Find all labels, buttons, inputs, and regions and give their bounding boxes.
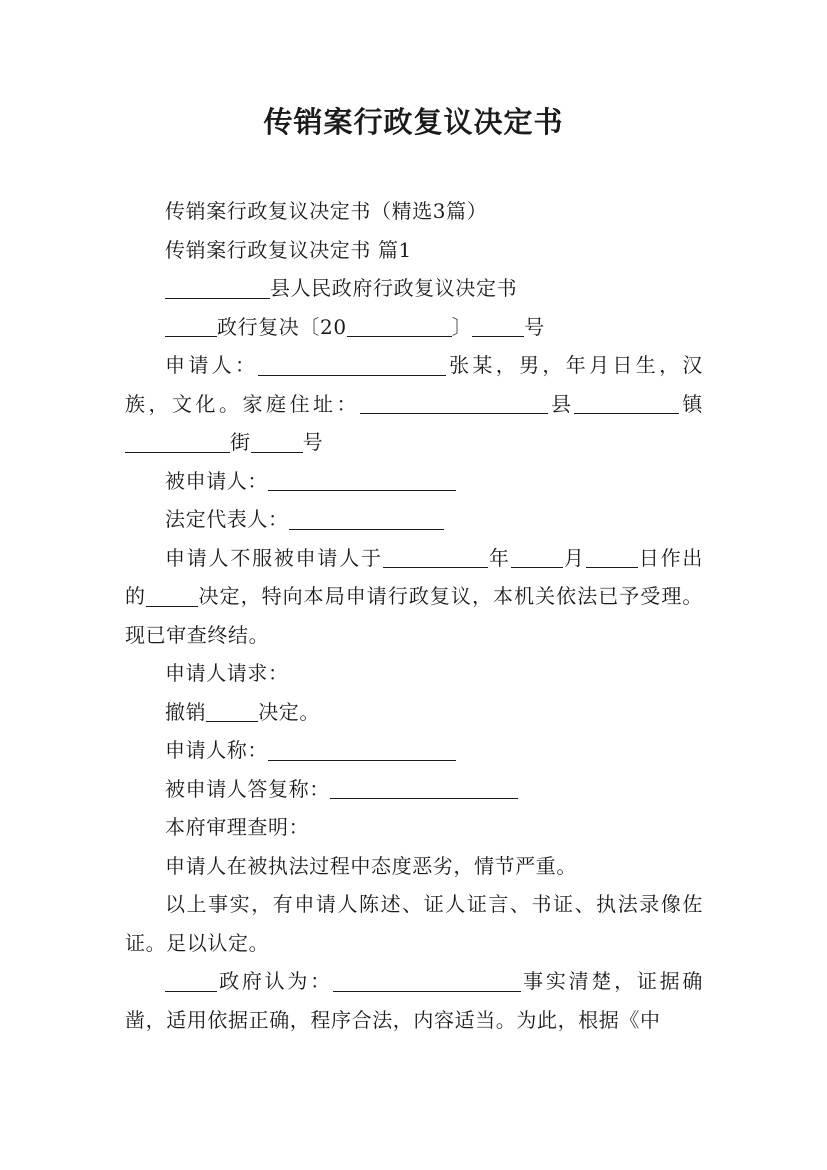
paragraph-collection-title (125, 192, 703, 231)
text-run: 法定代表人： (165, 507, 289, 531)
text-run: 以上事实，有申请人陈述、证人证言、书证、执法录像佐证。足以认定。 (125, 892, 703, 955)
blank-field (125, 431, 230, 453)
paragraph-applicant-claims (125, 731, 703, 770)
text-run: 事实清楚，证据确凿，适用依据正确，程序合法，内容适当。为此，根据《中 (125, 969, 703, 1032)
blank-field (289, 508, 444, 530)
text-run: 传销案行政复议决定书 篇1 (165, 237, 412, 262)
text-run: 申请人请求： (165, 661, 289, 685)
document-body (125, 192, 703, 1039)
paragraph-application-statement (125, 539, 703, 655)
blank-field (146, 585, 198, 607)
paragraph-respondent (125, 462, 703, 501)
text-run: 县 (548, 391, 575, 416)
text-run: 决定。 (258, 699, 321, 724)
blank-field (383, 546, 488, 568)
text-run: 传销案行政复议决定书（精选3篇） (165, 199, 488, 223)
text-run: 申请人： (165, 353, 259, 377)
blank-field (330, 777, 518, 799)
paragraph-request-content (125, 693, 703, 732)
text-run: 号 (524, 314, 545, 339)
blank-field (511, 546, 563, 568)
text-run: 日作出的 (125, 545, 703, 608)
text-run: 街 (230, 430, 251, 454)
text-run: 张某，男，年月日生，汉族，文化。家庭住址： (125, 353, 703, 416)
blank-field (165, 970, 217, 992)
text-run: 镇 (679, 391, 703, 416)
text-run: 被申请人： (165, 468, 268, 493)
text-run: 申请人不服被申请人于 (165, 545, 383, 570)
paragraph-case-number (125, 308, 703, 347)
paragraph-government-opinion (125, 962, 703, 1039)
text-run: 年 (487, 545, 511, 570)
text-run: 月 (562, 545, 586, 570)
paragraph-applicant (125, 346, 703, 462)
text-run: 〕 (451, 314, 473, 339)
blank-field (472, 315, 524, 337)
text-run: 决定，特向本局申请行政复议，本机关依法已予受理。现已审查终结。 (125, 584, 703, 647)
blank-field (574, 392, 679, 414)
blank-field (165, 315, 217, 337)
paragraph-respondent-reply (125, 770, 703, 809)
paragraph-government-heading (125, 269, 703, 308)
text-run: 政府认为： (217, 969, 333, 993)
paragraph-findings (125, 847, 703, 886)
blank-field (586, 546, 638, 568)
blank-field (268, 739, 456, 761)
text-run: 被申请人答复称： (165, 776, 330, 801)
text-run: 政行复决〔20 (217, 314, 347, 339)
document-title: 传销案行政复议决定书 (263, 105, 564, 139)
blank-field (206, 700, 258, 722)
blank-field (251, 431, 303, 453)
blank-field (258, 354, 446, 376)
text-run: 县人民政府行政复议决定书 (270, 276, 518, 300)
blank-field (268, 469, 456, 491)
text-run: 申请人在被执法过程中态度恶劣，情节严重。 (165, 853, 577, 878)
text-run: 撤销 (165, 699, 207, 724)
text-run: 申请人称： (165, 738, 268, 762)
paragraph-section-heading (125, 231, 703, 270)
text-run: 本府审理查明： (165, 815, 310, 839)
paragraph-evidence (125, 885, 703, 962)
blank-field (165, 277, 270, 299)
paragraph-legal-representative (125, 500, 703, 539)
text-run: 号 (302, 430, 324, 454)
blank-field (333, 970, 521, 992)
blank-field (360, 392, 548, 414)
blank-field (347, 315, 452, 337)
paragraph-applicant-request-heading (125, 654, 703, 693)
paragraph-findings-heading (125, 808, 703, 847)
